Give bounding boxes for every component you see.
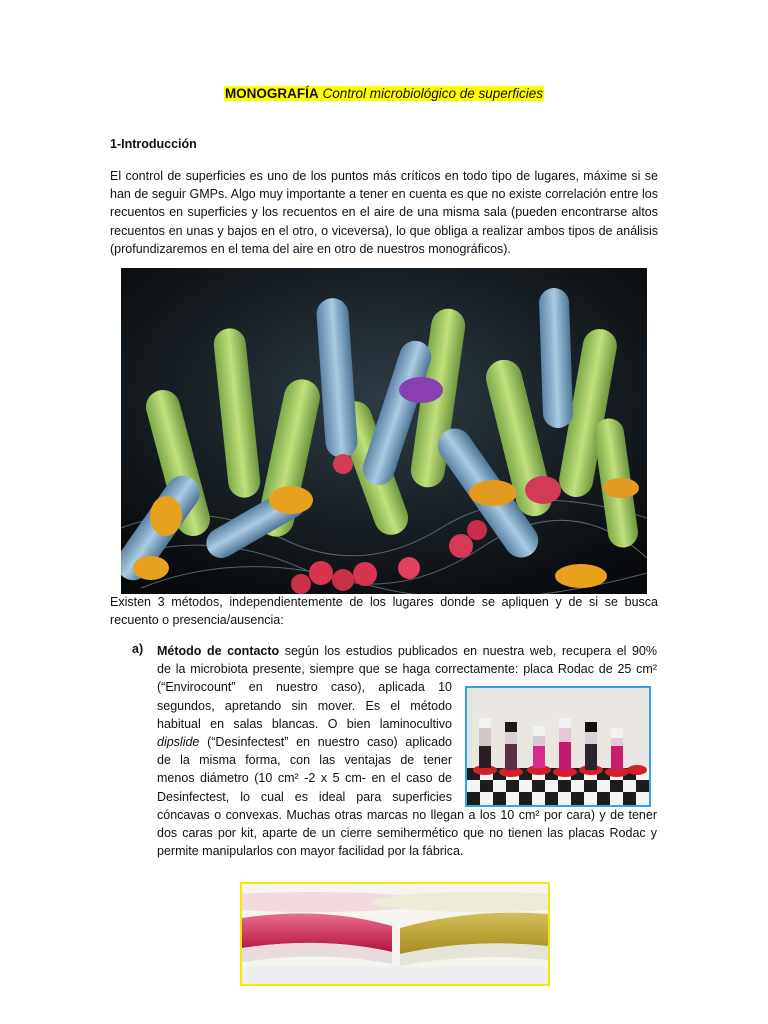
item-line-4: segundos, apretando sin mover. Es el método (157, 698, 452, 713)
item-line-1-rest: según los estudios publicados en nuestra web, recupera el 90% (279, 644, 657, 658)
contact-plates-image (240, 882, 550, 986)
item-line-5: habitual en salas blancas. O bien laminocultivo (157, 716, 452, 731)
item-line-2: de la microbiota presente, siempre que se haga correctamente: placa Rodac de 25 cm² (157, 662, 657, 677)
item-line-6-rest: (“Desinfectest” en nuestro caso) aplicado (199, 735, 452, 750)
item-line-7: de la misma forma, con las ventajas de tener (157, 753, 452, 768)
intro-paragraph: El control de superficies es uno de los puntos más críticos en todo tipo de lugares, máxime si se han de seguir GMPs. Algo muy importante a tener en cuenta es que no existe correlación entre los recuentos en superficies y los recuentos en el aire de una misma sala (pueden encontrarse altos recuentos en unas y bajos en el otro, o viceversa), lo que obliga a realizar ambos tipos de análisis (profundizaremos en el tema del aire en otro de nuestros monográficos). (110, 169, 658, 256)
dipslide-tubes-image (465, 686, 651, 807)
section-heading: 1-Introducción (110, 137, 197, 151)
document-title (0, 86, 768, 101)
item-line-3: (“Envirocount” en nuestro caso), aplicada 10 (157, 680, 452, 695)
list-marker-a: a) (132, 642, 144, 656)
item-bold-lead: Método de contacto (157, 644, 280, 658)
methods-paragraph: Existen 3 métodos, independientemente de los lugares donde se apliquen y de si se busca recuento o presencia/ausencia: (110, 595, 658, 628)
bacteria-micrograph-image (121, 268, 647, 594)
item-line-12: permite manipularlos con mayor facilidad por la fábrica. (157, 844, 464, 859)
item-line-10: cóncavas o convexas. Muchas otras marcas no llegan a los 10 cm² por cara) y de tener (157, 807, 657, 822)
dipslide-term: dipslide (157, 735, 200, 750)
item-line-6 (157, 733, 452, 751)
item-line-1 (157, 642, 657, 660)
item-line-8: menos diámetro (10 cm² -2 x 5 cm- en el caso de (157, 771, 452, 786)
contact-plates-svg (242, 884, 548, 984)
item-line-11: dos caras por kit, aparte de un cierre semihermético que no tienen las placas Rodac y (157, 826, 657, 841)
title-highlight (224, 86, 544, 101)
title-bold: MONOGRAFÍA (224, 86, 319, 101)
item-line-9: Desinfectest, lo cual es ideal para superficies (157, 789, 452, 804)
dipslide-tubes-svg (467, 688, 649, 805)
bacteria-micrograph-svg (121, 268, 647, 594)
title-italic: Control microbiológico de superficies (322, 86, 544, 101)
